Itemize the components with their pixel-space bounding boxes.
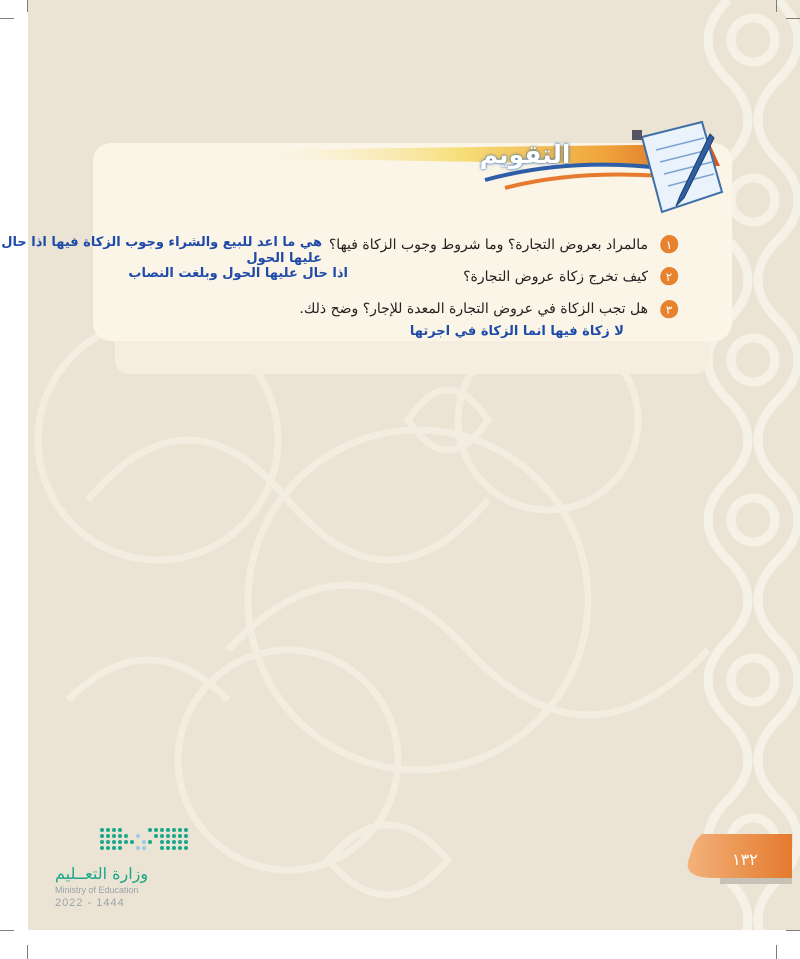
crop-mark [776,945,777,959]
crop-mark [776,0,777,12]
svg-text:٢: ٢ [665,270,673,284]
answer-1-line-1: هي ما اعد للبيع والشراء وجوب الزكاة فيها اذا حال [1,235,322,250]
crop-mark [27,0,28,12]
svg-text:١: ١ [665,238,673,252]
crop-mark [27,945,28,959]
question-3: هل تجب الزكاة في عروض التجارة المعدة للإجار؟ وضح ذلك. [299,301,648,317]
ministry-logo [96,826,191,856]
question-number-badge [658,233,680,255]
crop-mark [786,930,800,931]
crop-mark [0,930,14,931]
card-shadow-panel [115,337,709,374]
question-2: كيف تخرج زكاة عروض التجارة؟ [463,269,648,285]
crop-mark [0,18,14,19]
answer-3: لا زكاة فيها انما الزكاة في اجرتها [409,324,624,339]
section-title: التقويم [479,140,571,169]
svg-text:٣: ٣ [665,303,673,317]
answer-2: اذا حال عليها الحول وبلغت النصاب [128,266,348,281]
notepad-pen-icon [622,112,732,222]
question-number-badge [658,265,680,287]
ministry-name-english: Ministry of Education [55,885,139,895]
page-number: ١٣٢ [732,850,758,869]
ministry-name-arabic: وزارة التعــليم [55,864,149,883]
crop-mark [786,18,800,19]
answer-1-line-2: عليها الحول [246,251,322,266]
question-number-badge [658,298,680,320]
edition-year: 2022 - 1444 [55,897,125,909]
question-1: مالمراد بعروض التجارة؟ وما شروط وجوب الزكاة فيها؟ [328,237,648,253]
